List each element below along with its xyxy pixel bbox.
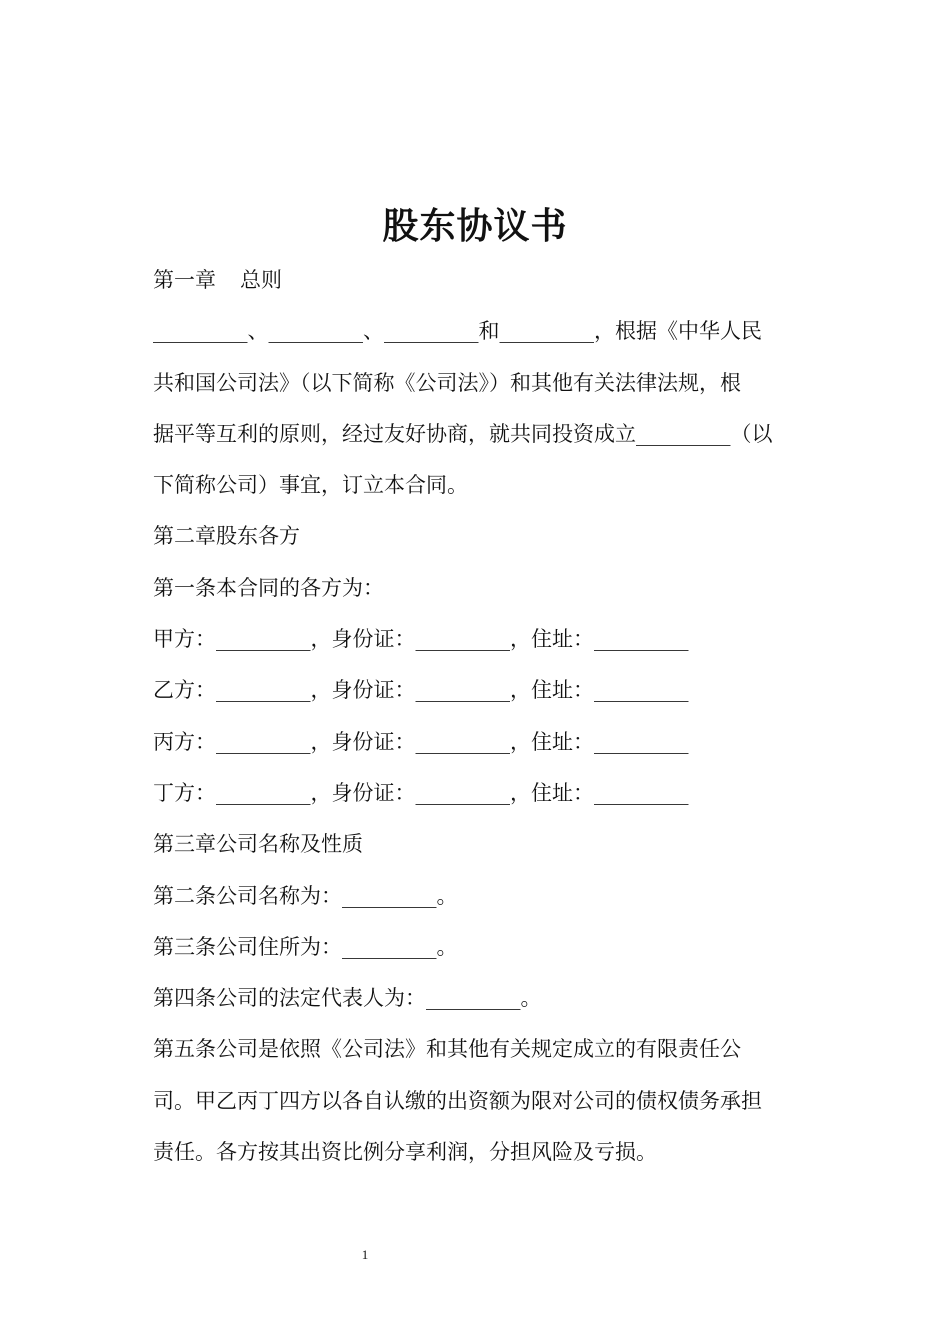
chapter-1-heading: [153, 255, 813, 306]
document-title: 股东协议书: [382, 205, 568, 247]
article-2: 第二条公司名称为：_________。: [153, 883, 458, 908]
party-c-line: 丙方：_________，身份证：_________，住址：_________: [153, 729, 689, 754]
document-body: [153, 255, 813, 1178]
article-3: 第三条公司住所为：_________。: [153, 934, 458, 959]
party-a-line: 甲方：_________，身份证：_________，住址：_________: [153, 627, 689, 652]
chapter-1-title: 总则: [240, 268, 282, 292]
party-d-line: 丁方：_________，身份证：_________，住址：_________: [153, 780, 689, 805]
preamble-line: 共和国公司法》（以下简称《公司法》）和其他有关法律法规，根: [153, 370, 741, 395]
preamble-line: _________、_________、_________和_________，根据《中华人民: [153, 319, 762, 344]
chapter-2-heading: 第二章股东各方: [153, 524, 300, 549]
page-number: 1: [361, 1247, 369, 1262]
preamble-line: 据平等互利的原则，经过友好协商，就共同投资成立_________（以: [153, 421, 773, 446]
article-5-line: 责任。各方按其出资比例分享利润，分担风险及亏损。: [153, 1140, 657, 1165]
article-1: 第一条本合同的各方为：: [153, 575, 384, 600]
article-5-line: 司。甲乙丙丁四方以各自认缴的出资额为限对公司的债权债务承担: [153, 1088, 762, 1113]
chapter-1-label: 第一章: [153, 268, 216, 292]
chapter-3-heading: 第三章公司名称及性质: [153, 832, 363, 857]
preamble-line: 下简称公司）事宜，订立本合同。: [153, 473, 468, 498]
party-b-line: 乙方：_________，身份证：_________，住址：_________: [153, 678, 689, 703]
article-4: 第四条公司的法定代表人为：_________。: [153, 986, 542, 1011]
article-5-line: 第五条公司是依照《公司法》和其他有关规定成立的有限责任公: [153, 1037, 741, 1062]
